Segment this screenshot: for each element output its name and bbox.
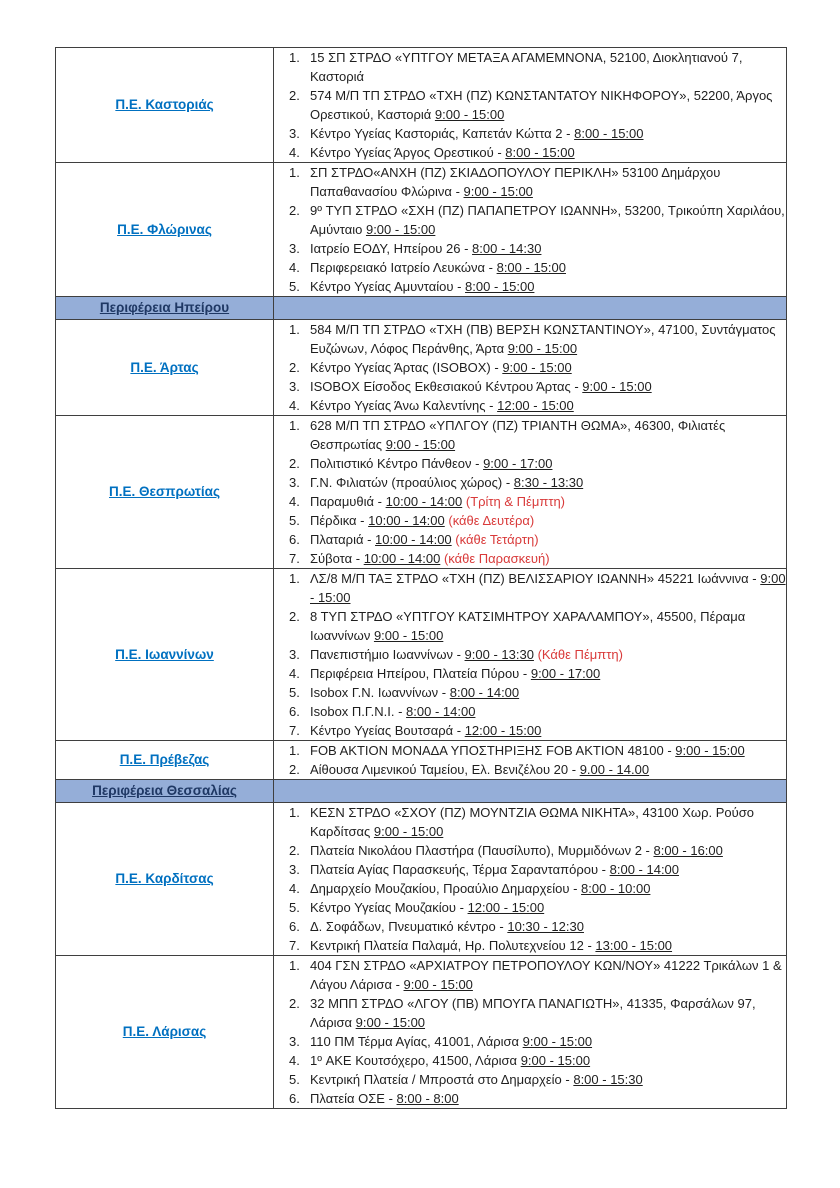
- region-label: Π.Ε. Καστοριάς: [115, 97, 214, 112]
- hours: 12:00 - 15:00: [467, 900, 545, 915]
- hours: 8:00 - 16:00: [653, 843, 723, 858]
- hours: 9:00 - 15:00: [520, 1053, 591, 1068]
- location-item: [289, 416, 786, 454]
- region-label: Π.Ε. Ιωαννίνων: [115, 646, 214, 662]
- location-text: ΚΕΣΝ ΣΤΡΔΟ «ΣΧΟΥ (ΠΖ) ΜΟΥΝΤΖΙΑ ΘΩΜΑ ΝΙΚΗΤΑ», 43100 Χωρ. Ρούσο Καρδίτσας: [310, 805, 754, 839]
- location-item: [289, 645, 786, 664]
- location-text: ISOBOX Είσοδος Εκθεσιακού Κέντρου Άρτας -: [310, 379, 583, 394]
- item-number: 2.: [289, 360, 300, 375]
- location-item: [289, 377, 786, 396]
- item-body: [310, 1051, 786, 1070]
- location-text: Ιατρείο ΕΟΔΥ, Ηπείρου 26 -: [310, 241, 473, 256]
- hours: 9:00 - 15:00: [522, 1034, 593, 1049]
- location-text: Πλαταριά -: [310, 532, 376, 547]
- item-number: 6.: [289, 704, 300, 719]
- item-number: 4.: [289, 666, 300, 681]
- region-group-label: Περιφέρεια Θεσσαλίας: [92, 783, 237, 798]
- item-number: 4.: [289, 494, 300, 509]
- location-text: 574 Μ/Π ΤΠ ΣΤΡΔΟ «ΤΧΗ (ΠΖ) ΚΩΝΣΤΑΝΤΑΤΟΥ ΝΙΚΗΦΟΡΟΥ», 52200, Άργος Ορεστικού, Καστοριά: [310, 88, 773, 122]
- location-item: [289, 492, 786, 511]
- location-item: [289, 721, 786, 740]
- region-label: Π.Ε. Καρδίτσας: [115, 871, 214, 886]
- item-number: 3.: [289, 475, 300, 490]
- region-name-cell: [56, 320, 274, 416]
- hours: 9:00 - 15:00: [403, 977, 473, 992]
- hours: 8:00 - 10:00: [581, 881, 651, 896]
- hours: 9:00 - 15:00: [385, 437, 456, 452]
- item-body: [310, 258, 786, 277]
- item-body: [310, 607, 786, 645]
- hours: 9:00 - 15:00: [675, 743, 745, 758]
- region-name-cell: [56, 569, 274, 741]
- region-label: Π.Ε. Θεσπρωτίας: [109, 484, 220, 499]
- hours: 9:00 - 15:00: [355, 1015, 426, 1030]
- item-body: [310, 416, 786, 454]
- region-group-header-cell: [56, 780, 274, 803]
- location-text: Κέντρο Υγείας Άρτας (ISOBOX) -: [310, 360, 503, 375]
- location-text: 1º ΑΚΕ Κουτσόχερο, 41500, Λάρισα: [310, 1053, 521, 1068]
- location-text: Κέντρο Υγείας Άργος Ορεστικού -: [310, 145, 506, 160]
- location-item: [289, 741, 786, 760]
- hours: 10:30 - 12:30: [507, 919, 584, 934]
- location-item: [289, 1051, 786, 1070]
- region-name-cell: [56, 741, 274, 780]
- hours: 8:00 - 14:30: [472, 241, 542, 256]
- hours: 9:00 - 15:00: [507, 341, 578, 356]
- hours: 9:00 - 17:00: [530, 666, 601, 681]
- hours: 10:00 - 14:00: [363, 551, 441, 566]
- item-body: [310, 86, 786, 124]
- hours: 10:00 - 14:00: [385, 494, 463, 509]
- location-item: [289, 1032, 786, 1051]
- item-number: 7.: [289, 938, 300, 953]
- item-body: [310, 683, 786, 702]
- locations-cell: [274, 803, 787, 956]
- item-body: [310, 239, 786, 258]
- item-number: 2.: [289, 456, 300, 471]
- location-text: FOB AKTION ΜΟΝΑΔΑ ΥΠΟΣΤΗΡΙΞΗΣ FOB AKTION 48100 -: [310, 743, 676, 758]
- item-body: [310, 841, 786, 860]
- location-item: [289, 860, 786, 879]
- item-body: [310, 956, 786, 994]
- header-empty-cell: [274, 780, 787, 803]
- location-text: Κέντρο Υγείας Καστοριάς, Καπετάν Κώττα 2 -: [310, 126, 575, 141]
- location-item: [289, 607, 786, 645]
- weekday-note: (Τρίτη & Πέμπτη): [465, 494, 566, 509]
- region-row: [56, 163, 787, 297]
- location-item: [289, 277, 786, 296]
- location-item: [289, 879, 786, 898]
- locations-cell: [274, 569, 787, 741]
- item-number: 1.: [289, 165, 300, 180]
- hours: 10:00 - 14:00: [375, 532, 452, 547]
- hours: 8:00 - 15:00: [505, 145, 575, 160]
- item-body: [310, 803, 786, 841]
- item-number: 2.: [289, 996, 300, 1011]
- item-number: 2.: [289, 843, 300, 858]
- location-text: Κέντρο Υγείας Άνω Καλεντίνης -: [310, 398, 498, 413]
- location-text: 32 ΜΠΠ ΣΤΡΔΟ «ΛΓΟΥ (ΠΒ) ΜΠΟΥΓΑ ΠΑΝΑΓΙΩΤΗ», 41335, Φαρσάλων 97, Λάρισα: [310, 996, 756, 1030]
- item-body: [310, 124, 786, 143]
- location-item: [289, 239, 786, 258]
- region-group-header-row: [56, 780, 787, 803]
- item-body: [310, 320, 786, 358]
- hours: 8:30 - 13:30: [513, 475, 584, 490]
- location-item: [289, 454, 786, 473]
- region-label: Π.Ε. Άρτας: [130, 359, 199, 375]
- hours: 12:00 - 15:00: [497, 398, 574, 413]
- item-number: 4.: [289, 260, 300, 275]
- item-number: 2.: [289, 609, 300, 624]
- item-number: 2.: [289, 762, 300, 777]
- item-body: [310, 143, 786, 162]
- location-text: Πολιτιστικό Κέντρο Πάνθεον -: [310, 456, 484, 471]
- locations-cell: [274, 163, 787, 297]
- location-text: Κέντρο Υγείας Αμυνταίου -: [310, 279, 466, 294]
- location-item: [289, 48, 786, 86]
- region-group-header-cell: [56, 297, 274, 320]
- hours: 8:00 - 8:00: [396, 1091, 459, 1106]
- item-number: 3.: [289, 241, 300, 256]
- item-number: 3.: [289, 647, 300, 662]
- item-number: 3.: [289, 862, 300, 877]
- hours: 8:00 - 15:30: [573, 1072, 643, 1087]
- item-body: [310, 530, 786, 549]
- item-body: [310, 511, 786, 530]
- location-item: [289, 549, 786, 568]
- item-body: [310, 936, 786, 955]
- location-text: Isobox Γ.Ν. Ιωαννίνων -: [310, 685, 450, 700]
- region-row: [56, 416, 787, 569]
- location-item: [289, 956, 786, 994]
- locations-cell: [274, 48, 787, 163]
- locations-cell: [274, 416, 787, 569]
- location-list: [274, 416, 786, 568]
- region-row: [56, 569, 787, 741]
- location-item: [289, 702, 786, 721]
- location-text: 15 ΣΠ ΣΤΡΔΟ «ΥΠΤΓΟΥ ΜΕΤΑΞΑ ΑΓΑΜΕΜΝΟΝΑ, 52100, Διοκλητιανού 7, Καστοριά: [310, 50, 743, 84]
- location-item: [289, 936, 786, 955]
- item-number: 1.: [289, 958, 300, 973]
- hours: 9.00 - 14.00: [579, 762, 650, 777]
- location-text: Κεντρική Πλατεία Παλαμά, Ηρ. Πολυτεχνείου 12 -: [310, 938, 596, 953]
- location-text: Πλατεία Αγίας Παρασκευής, Τέρμα Σαρανταπόρου -: [310, 862, 610, 877]
- item-body: [310, 898, 786, 917]
- location-text: Κέντρο Υγείας Μουζακίου -: [310, 900, 468, 915]
- hours: 12:00 - 15:00: [464, 723, 542, 738]
- weekday-note: (κάθε Τετάρτη): [455, 532, 539, 547]
- location-text: Γ.Ν. Φιλιατών (προαύλιος χώρος) -: [310, 475, 514, 490]
- location-item: [289, 511, 786, 530]
- location-item: [289, 1089, 786, 1108]
- location-text: Σύβοτα -: [310, 551, 364, 566]
- item-number: 4.: [289, 881, 300, 896]
- item-number: 4.: [289, 1053, 300, 1068]
- item-number: 4.: [289, 145, 300, 160]
- location-item: [289, 803, 786, 841]
- hours: 8:00 - 14:00: [406, 704, 476, 719]
- location-text: Πλατεία ΟΣΕ -: [310, 1091, 397, 1106]
- item-body: [310, 492, 786, 511]
- item-number: 3.: [289, 379, 300, 394]
- location-text: Παραμυθιά -: [310, 494, 386, 509]
- item-number: 2.: [289, 203, 300, 218]
- location-text: ΛΣ/8 Μ/Π ΤΑΞ ΣΤΡΔΟ «ΤΧΗ (ΠΖ) ΒΕΛΙΣΣΑΡΙΟΥ ΙΩΑΝΝΗ» 45221 Ιωάννινα -: [310, 571, 761, 586]
- hours: 9:00 - 15:00: [502, 360, 572, 375]
- region-label: Π.Ε. Πρέβεζας: [119, 752, 210, 767]
- location-text: Isobox Π.Γ.Ν.Ι. -: [310, 704, 407, 719]
- item-body: [310, 721, 786, 740]
- item-body: [310, 702, 786, 721]
- region-name-cell: [56, 803, 274, 956]
- locations-cell: [274, 956, 787, 1109]
- location-item: [289, 994, 786, 1032]
- item-body: [310, 664, 786, 683]
- location-item: [289, 683, 786, 702]
- location-item: [289, 124, 786, 143]
- location-text: Κεντρική Πλατεία / Μπροστά στο Δημαρχείο -: [310, 1072, 574, 1087]
- item-body: [310, 358, 786, 377]
- item-body: [310, 741, 786, 760]
- locations-cell: [274, 320, 787, 416]
- location-text: Πέρδικα -: [310, 513, 369, 528]
- item-number: 7.: [289, 723, 300, 738]
- item-number: 5.: [289, 279, 300, 294]
- hours: 8:00 - 15:00: [465, 279, 535, 294]
- location-list: [274, 956, 786, 1108]
- hours: 9:00 - 15:00: [373, 628, 444, 643]
- location-text: Περιφερειακό Ιατρείο Λευκώνα -: [310, 260, 497, 275]
- region-name-cell: [56, 48, 274, 163]
- item-body: [310, 549, 786, 568]
- item-body: [310, 760, 786, 779]
- hours: 8:00 - 15:00: [574, 126, 644, 141]
- location-list: [274, 569, 786, 740]
- location-text: 404 ΓΣΝ ΣΤΡΔΟ «ΑΡΧΙΑΤΡΟΥ ΠΕΤΡΟΠΟΥΛΟΥ ΚΩΝ/ΝΟΥ» 41222 Τρικάλων 1 & Λάγου Λάρισα -: [310, 958, 782, 992]
- location-text: 8 ΤΥΠ ΣΤΡΔΟ «ΥΠΤΓΟΥ ΚΑΤΣΙΜΗΤΡΟΥ ΧΑΡΑΛΑΜΠΟΥ», 45500, Πέραμα Ιωαννίνων: [310, 609, 746, 643]
- location-item: [289, 473, 786, 492]
- region-row: [56, 741, 787, 780]
- item-number: 2.: [289, 88, 300, 103]
- schedule-table-body: [56, 48, 787, 1109]
- weekday-note: (κάθε Παρασκευή): [443, 551, 550, 566]
- location-text: 110 ΠΜ Τέρμα Αγίας, 41001, Λάρισα: [310, 1034, 523, 1049]
- location-text: 628 Μ/Π ΤΠ ΣΤΡΔΟ «ΥΠΛΓΟΥ (ΠΖ) ΤΡΙΑΝΤΗ ΘΩΜΑ», 46300, Φιλιατές Θεσπρωτίας: [310, 418, 726, 452]
- item-body: [310, 879, 786, 898]
- location-item: [289, 143, 786, 162]
- hours: 8:00 - 14:00: [449, 685, 520, 700]
- location-list: [274, 48, 786, 162]
- item-body: [310, 860, 786, 879]
- item-body: [310, 473, 786, 492]
- hours: 10:00 - 14:00: [368, 513, 445, 528]
- item-body: [310, 645, 786, 664]
- item-number: 1.: [289, 743, 300, 758]
- location-item: [289, 530, 786, 549]
- item-body: [310, 454, 786, 473]
- schedule-table: [55, 47, 787, 1109]
- hours: 9:00 - 15:00: [463, 184, 533, 199]
- item-number: 5.: [289, 685, 300, 700]
- location-list: [274, 320, 786, 415]
- location-list: [274, 803, 786, 955]
- hours: 9:00 - 15:00: [310, 571, 786, 605]
- item-body: [310, 48, 786, 86]
- item-number: 3.: [289, 1034, 300, 1049]
- location-text: ΣΠ ΣΤΡΔΟ«ΑΝΧΗ (ΠΖ) ΣΚΙΑΔΟΠΟΥΛΟΥ ΠΕΡΙΚΛΗ» 53100 Δημάρχου Παπαθανασίου Φλώρινα -: [310, 165, 721, 199]
- item-body: [310, 277, 786, 296]
- item-number: 4.: [289, 398, 300, 413]
- location-text: Αίθουσα Λιμενικού Ταμείου, Ελ. Βενιζέλου 20 -: [310, 762, 580, 777]
- location-item: [289, 396, 786, 415]
- region-group-header-row: [56, 297, 787, 320]
- region-name-cell: [56, 416, 274, 569]
- item-number: 7.: [289, 551, 300, 566]
- hours: 9:00 - 15:00: [373, 824, 444, 839]
- location-text: Κέντρο Υγείας Βουτσαρά -: [310, 723, 465, 738]
- hours: 8:00 - 15:00: [496, 260, 566, 275]
- item-number: 5.: [289, 1072, 300, 1087]
- item-body: [310, 1070, 786, 1089]
- location-item: [289, 201, 786, 239]
- location-list: [274, 163, 786, 296]
- hours: 9:00 - 15:00: [434, 107, 505, 122]
- location-item: [289, 569, 786, 607]
- region-label: Π.Ε. Λάρισας: [122, 1024, 207, 1039]
- hours: 9:00 - 17:00: [483, 456, 553, 471]
- location-item: [289, 1070, 786, 1089]
- location-item: [289, 163, 786, 201]
- location-item: [289, 917, 786, 936]
- item-number: 1.: [289, 805, 300, 820]
- item-number: 5.: [289, 513, 300, 528]
- location-item: [289, 86, 786, 124]
- weekday-note: (κάθε Δευτέρα): [448, 513, 535, 528]
- item-number: 6.: [289, 532, 300, 547]
- region-row: [56, 48, 787, 163]
- location-item: [289, 841, 786, 860]
- header-empty-cell: [274, 297, 787, 320]
- item-body: [310, 377, 786, 396]
- location-list: [274, 741, 786, 779]
- item-body: [310, 917, 786, 936]
- weekday-note: (Κάθε Πέμπτη): [537, 647, 623, 662]
- location-text: Πλατεία Νικολάου Πλαστήρα (Παυσίλυπο), Μυρμιδόνων 2 -: [310, 843, 654, 858]
- item-number: 3.: [289, 126, 300, 141]
- region-name-cell: [56, 956, 274, 1109]
- item-body: [310, 1032, 786, 1051]
- region-row: [56, 803, 787, 956]
- location-text: Περιφέρεια Ηπείρου, Πλατεία Πύρου -: [310, 666, 531, 681]
- item-body: [310, 569, 786, 607]
- hours: 9:00 - 15:00: [365, 222, 436, 237]
- item-body: [310, 1089, 786, 1108]
- item-body: [310, 201, 786, 239]
- hours: 13:00 - 15:00: [595, 938, 673, 953]
- location-text: 584 Μ/Π ΤΠ ΣΤΡΔΟ «ΤΧΗ (ΠΒ) ΒΕΡΣΗ ΚΩΝΣΤΑΝΤΙΝΟΥ», 47100, Συντάγματος Ευζώνων, Λόφος Περάνθης, Άρτα: [310, 322, 776, 356]
- region-row: [56, 320, 787, 416]
- item-number: 1.: [289, 571, 300, 586]
- location-text: Πανεπιστήμιο Ιωαννίνων -: [310, 647, 465, 662]
- location-text: Δ. Σοφάδων, Πνευματικό κέντρο -: [310, 919, 508, 934]
- location-text: 9º ΤΥΠ ΣΤΡΔΟ «ΣΧΗ (ΠΖ) ΠΑΠΑΠΕΤΡΟΥ ΙΩΑΝΝΗ», 53200, Τρικούπη Χαριλάου, Αμύνταιο: [310, 203, 785, 237]
- item-body: [310, 994, 786, 1032]
- item-number: 6.: [289, 1091, 300, 1106]
- item-body: [310, 163, 786, 201]
- location-item: [289, 258, 786, 277]
- hours: 8:00 - 14:00: [609, 862, 680, 877]
- region-label: Π.Ε. Φλώρινας: [117, 221, 212, 237]
- hours: 9:00 - 15:00: [582, 379, 652, 394]
- item-number: 1.: [289, 50, 300, 65]
- item-number: 1.: [289, 418, 300, 433]
- region-group-label: Περιφέρεια Ηπείρου: [99, 300, 230, 315]
- region-name-cell: [56, 163, 274, 297]
- item-number: 5.: [289, 900, 300, 915]
- item-number: 1.: [289, 322, 300, 337]
- item-number: 6.: [289, 919, 300, 934]
- location-text: Δημαρχείο Μουζακίου, Προαύλιο Δημαρχείου -: [310, 881, 582, 896]
- location-item: [289, 358, 786, 377]
- hours: 9:00 - 13:30: [464, 647, 534, 662]
- location-item: [289, 664, 786, 683]
- locations-cell: [274, 741, 787, 780]
- item-body: [310, 396, 786, 415]
- location-item: [289, 320, 786, 358]
- region-row: [56, 956, 787, 1109]
- location-item: [289, 760, 786, 779]
- location-item: [289, 898, 786, 917]
